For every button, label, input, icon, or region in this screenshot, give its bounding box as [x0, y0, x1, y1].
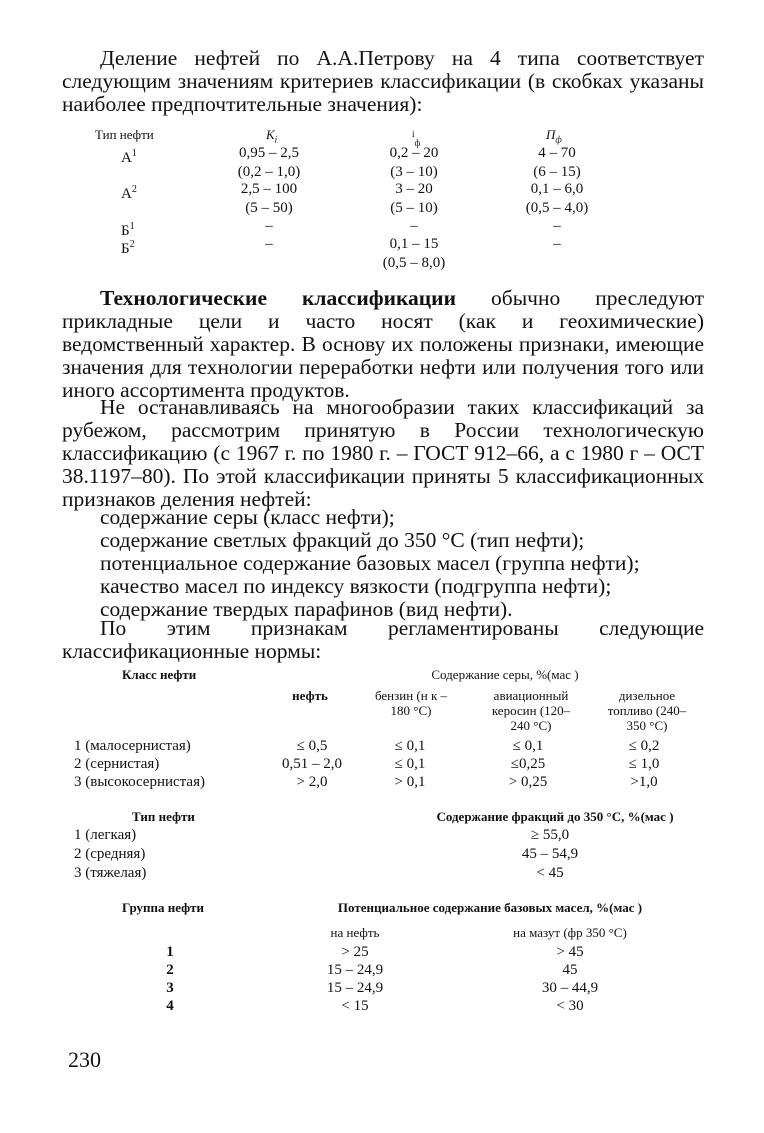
group-row-label: 1	[166, 944, 174, 960]
sulfur-cell: 0,51 – 2,0	[282, 756, 342, 772]
petrov-cell: (5 – 50)	[245, 200, 293, 216]
petrov-header-if: $^i_ф$	[412, 129, 421, 148]
group-row-label: 3	[166, 980, 174, 996]
sulfur-header-group: Содержание серы, %(мас )	[431, 667, 579, 682]
petrov-cell: 0,95 – 2,5	[239, 145, 299, 161]
sulfur-row-label: 1 (малосернистая)	[74, 738, 191, 754]
group-cell: 45	[562, 962, 578, 978]
petrov-cell: (0,5 – 8,0)	[382, 255, 446, 271]
group-cell: 30 – 44,9	[541, 980, 599, 996]
sulfur-header-diesel: 350 °С)	[626, 718, 668, 733]
group-cell: > 45	[556, 944, 584, 960]
sulfur-header-class: Класс нефти	[122, 667, 197, 682]
tech-paragraph	[62, 287, 704, 402]
type-header: Тип нефти	[132, 809, 195, 824]
tech-term: Технологические классификации	[100, 286, 456, 310]
group-row-label: 4	[166, 998, 174, 1014]
tech-text: обычно преследуют прикладные цели и часто носят (как и геохимические) ведомственный характер. В основу их положены признаки, имеющие значения для технологии переработки нефти или получения того или иного ассортимента продуктов.	[62, 286, 705, 402]
group-header-residue: на мазут (фр 350 °С)	[513, 925, 627, 940]
sulfur-cell: ≤0,25	[510, 756, 546, 772]
petrov-cell: 0,1 – 6,0	[530, 181, 584, 197]
sulfur-header-kerosene: 240 °С)	[510, 718, 552, 733]
sulfur-cell: > 0,1	[394, 774, 426, 790]
petrov-cell: (5 – 10)	[390, 200, 438, 216]
petrov-cell: (3 – 10)	[390, 164, 438, 180]
sulfur-cell: ≤ 0,5	[296, 738, 328, 754]
sulfur-cell: ≤ 1,0	[628, 756, 660, 772]
group-header-oils: Потенциальное содержание базовых масел, %(мас )	[337, 900, 643, 915]
sulfur-cell: > 0,25	[508, 774, 548, 790]
list-item: качество масел по индексу вязкости (подгруппа нефти);	[100, 574, 612, 598]
sulfur-header-gasoline: 180 °С)	[390, 703, 432, 718]
petrov-cell: (0,5 – 4,0)	[525, 200, 589, 216]
page-number: 230	[68, 1047, 101, 1072]
petrov-header-type: Тип нефти	[95, 127, 154, 142]
petrov-cell: –	[410, 218, 418, 234]
list-item: содержание светлых фракций до 350 °С (тип нефти);	[100, 528, 585, 552]
type-cell: ≥ 55,0	[530, 827, 570, 843]
group-row-label: 2	[166, 962, 174, 978]
petrov-row-type: $Б^2$	[121, 239, 135, 257]
group-cell: > 25	[341, 944, 369, 960]
sulfur-cell: ≤ 0,1	[512, 738, 544, 754]
petrov-cell: –	[265, 218, 273, 234]
sulfur-cell: >1,0	[630, 774, 658, 790]
sulfur-row-label: 2 (сернистая)	[74, 756, 160, 772]
list-item: потенциальное содержание базовых масел (группа нефти);	[100, 551, 640, 575]
petrov-cell: (6 – 15)	[533, 164, 581, 180]
sulfur-cell: > 2,0	[296, 774, 328, 790]
petrov-header-ki: $K_i$	[266, 127, 278, 145]
sulfur-header-diesel: дизельное	[618, 688, 676, 703]
russia-paragraph: Не останавливаясь на многообразии таких классификаций за рубежом, рассмотрим принятую в России технологическую классификацию (с 1967 г. по 1980 г. – ГОСТ 912–66, а с 1980 г – ОСТ 38.1197–80). По этой классификации приняты 5 классификационных признаков деления нефтей:	[62, 395, 704, 511]
petrov-cell: 0,2 – 20	[389, 145, 439, 161]
type-row-label: 1 (легкая)	[74, 827, 137, 843]
sulfur-row-label: 3 (высокосернистая)	[74, 774, 205, 790]
sulfur-header-diesel: топливо (240–	[607, 703, 687, 718]
group-header-oil: на нефть	[330, 925, 380, 940]
group-cell: 15 – 24,9	[326, 980, 384, 996]
sulfur-cell: ≤ 0,1	[394, 738, 426, 754]
group-cell: 15 – 24,9	[326, 962, 384, 978]
group-header: Группа нефти	[122, 900, 205, 915]
intro-paragraph: Деление нефтей по А.А.Петрову на 4 типа соответствует следующим значениям критериев классификации (в скобках указаны наиболее предпочтительные значения):	[62, 46, 704, 116]
petrov-cell: –	[553, 236, 561, 252]
type-row-label: 2 (средняя)	[74, 846, 146, 862]
petrov-cell: 0,1 – 15	[389, 236, 439, 252]
petrov-cell: 2,5 – 100	[240, 181, 298, 197]
group-cell: < 15	[341, 998, 369, 1014]
type-cell: 45 – 54,9	[521, 846, 579, 862]
petrov-cell: (0,2 – 1,0)	[237, 164, 301, 180]
petrov-row-type: $А^2$	[121, 184, 137, 202]
petrov-cell: 3 – 20	[395, 181, 433, 197]
sulfur-cell: ≤ 0,2	[628, 738, 660, 754]
norms-paragraph: По этим признакам регламентированы следующие классификационные нормы:	[62, 616, 704, 663]
type-row-label: 3 (тяжелая)	[74, 865, 147, 881]
sulfur-header-kerosene: авиационный	[493, 688, 569, 703]
type-header-fraction: Содержание фракций до 350 °С, %(мас )	[436, 809, 674, 824]
petrov-header-pf: $П_ф$	[546, 127, 562, 145]
sulfur-header-oil: нефть	[292, 688, 328, 703]
petrov-row-type: $Б^1$	[121, 221, 135, 239]
sulfur-header-kerosene: керосин (120–	[491, 703, 571, 718]
petrov-cell: –	[553, 218, 561, 234]
type-cell: < 45	[536, 865, 564, 881]
list-item: содержание серы (класс нефти);	[100, 505, 395, 529]
petrov-cell: –	[265, 236, 273, 252]
petrov-row-type: $А^1$	[121, 148, 137, 166]
list-item: содержание твердых парафинов (вид нефти).	[100, 597, 513, 621]
sulfur-header-gasoline: бензин (н к –	[374, 688, 448, 703]
sulfur-cell: ≤ 0,1	[394, 756, 426, 772]
petrov-cell: 4 – 70	[538, 145, 576, 161]
group-cell: < 30	[556, 998, 584, 1014]
